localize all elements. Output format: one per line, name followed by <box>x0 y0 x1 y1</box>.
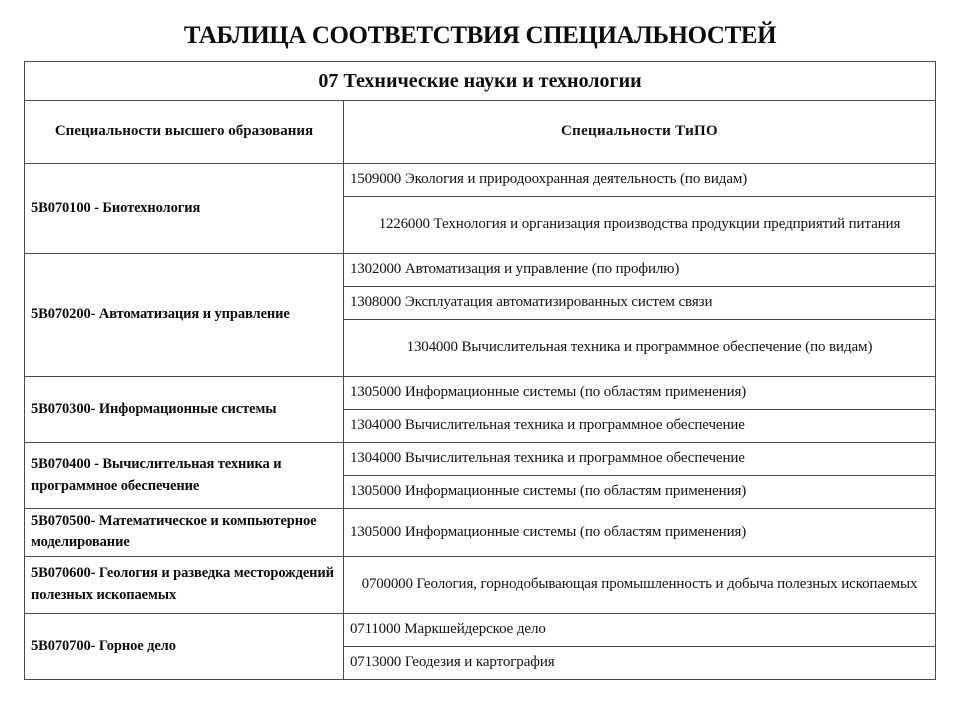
specialty-correspondence-table <box>24 61 936 680</box>
tipo-specialty-name: Автоматизация и управление (по профилю) <box>404 261 680 278</box>
specialty-correspondence-table-wrapper <box>24 61 935 680</box>
vpo-specialty-cell: 5В070200- Автоматизация и управление <box>25 254 344 377</box>
tipo-specialty-code: 1305000 <box>350 523 402 540</box>
tipo-specialty-code: 1305000 <box>350 384 402 401</box>
tipo-specialty-name: Информационные системы (по областям применения) <box>404 523 747 540</box>
tipo-specialty-code: 0713000 <box>350 654 402 671</box>
column-header-row <box>25 101 936 164</box>
column-header-tipo: Специальности ТиПО <box>344 101 936 164</box>
tipo-specialty-code: 1305000 <box>350 483 402 500</box>
tipo-specialty-cell <box>344 287 936 320</box>
table-row <box>25 613 936 646</box>
table-row <box>25 556 936 613</box>
table-row <box>25 254 936 287</box>
section-banner: 07 Технические науки и технологии <box>25 62 936 101</box>
tipo-specialty-code: 1304000 <box>406 339 458 356</box>
tipo-specialty-cell <box>344 443 936 476</box>
vpo-specialty-cell: 5В070600- Геология и разведка месторождений полезных ископаемых <box>25 556 344 613</box>
tipo-specialty-code: 0711000 <box>350 621 401 638</box>
tipo-specialty-code: 1302000 <box>350 261 402 278</box>
vpo-specialty-cell: 5В070100 - Биотехнология <box>25 164 344 254</box>
tipo-specialty-code: 1226000 <box>378 216 430 233</box>
tipo-specialty-code: 1308000 <box>350 294 402 311</box>
tipo-specialty-code: 1509000 <box>350 171 402 188</box>
table-row <box>25 443 936 476</box>
tipo-specialty-cell <box>344 556 936 613</box>
vpo-specialty-cell: 5В070300- Информационные системы <box>25 377 344 443</box>
tipo-specialty-name: Геология, горнодобывающая промышленность и добыча полезных ископаемых <box>416 576 918 593</box>
tipo-specialty-cell <box>344 197 936 254</box>
tipo-specialty-cell <box>344 254 936 287</box>
table-row <box>25 164 936 197</box>
tipo-specialty-cell <box>344 377 936 410</box>
tipo-specialty-cell <box>344 410 936 443</box>
tipo-specialty-name: Эксплуатация автоматизированных систем связи <box>404 294 713 311</box>
section-banner-row <box>25 62 936 101</box>
tipo-specialty-cell <box>344 476 936 509</box>
tipo-specialty-cell <box>344 646 936 679</box>
column-header-vpo: Специальности высшего образования <box>25 101 344 164</box>
vpo-specialty-cell: 5В070700- Горное дело <box>25 613 344 679</box>
tipo-specialty-code: 1304000 <box>350 450 402 467</box>
page-title: ТАБЛИЦА СООТВЕТСТВИЯ СПЕЦИАЛЬНОСТЕЙ <box>183 22 777 49</box>
tipo-specialty-cell <box>344 613 936 646</box>
tipo-specialty-name: Геодезия и картография <box>404 654 555 671</box>
tipo-specialty-cell <box>344 164 936 197</box>
table-row <box>25 509 936 557</box>
vpo-specialty-cell: 5В070400 - Вычислительная техника и программное обеспечение <box>25 443 344 509</box>
tipo-specialty-name: Маркшейдерское дело <box>404 621 546 638</box>
tipo-specialty-name: Технология и организация производства продукции предприятий питания <box>433 216 901 233</box>
tipo-specialty-name: Вычислительная техника и программное обеспечение (по видам) <box>461 339 873 356</box>
tipo-specialty-name: Информационные системы (по областям применения) <box>404 483 747 500</box>
tipo-specialty-code: 0700000 <box>361 576 413 593</box>
tipo-specialty-cell <box>344 509 936 557</box>
tipo-specialty-name: Информационные системы (по областям применения) <box>404 384 747 401</box>
tipo-specialty-name: Вычислительная техника и программное обеспечение <box>404 450 745 467</box>
vpo-specialty-cell: 5В070500- Математическое и компьютерное моделирование <box>25 509 344 557</box>
tipo-specialty-code: 1304000 <box>350 417 402 434</box>
tipo-specialty-cell <box>344 320 936 377</box>
tipo-specialty-name: Вычислительная техника и программное обеспечение <box>404 417 745 434</box>
tipo-specialty-name: Экология и природоохранная деятельность (по видам) <box>404 171 748 188</box>
table-row <box>25 377 936 410</box>
